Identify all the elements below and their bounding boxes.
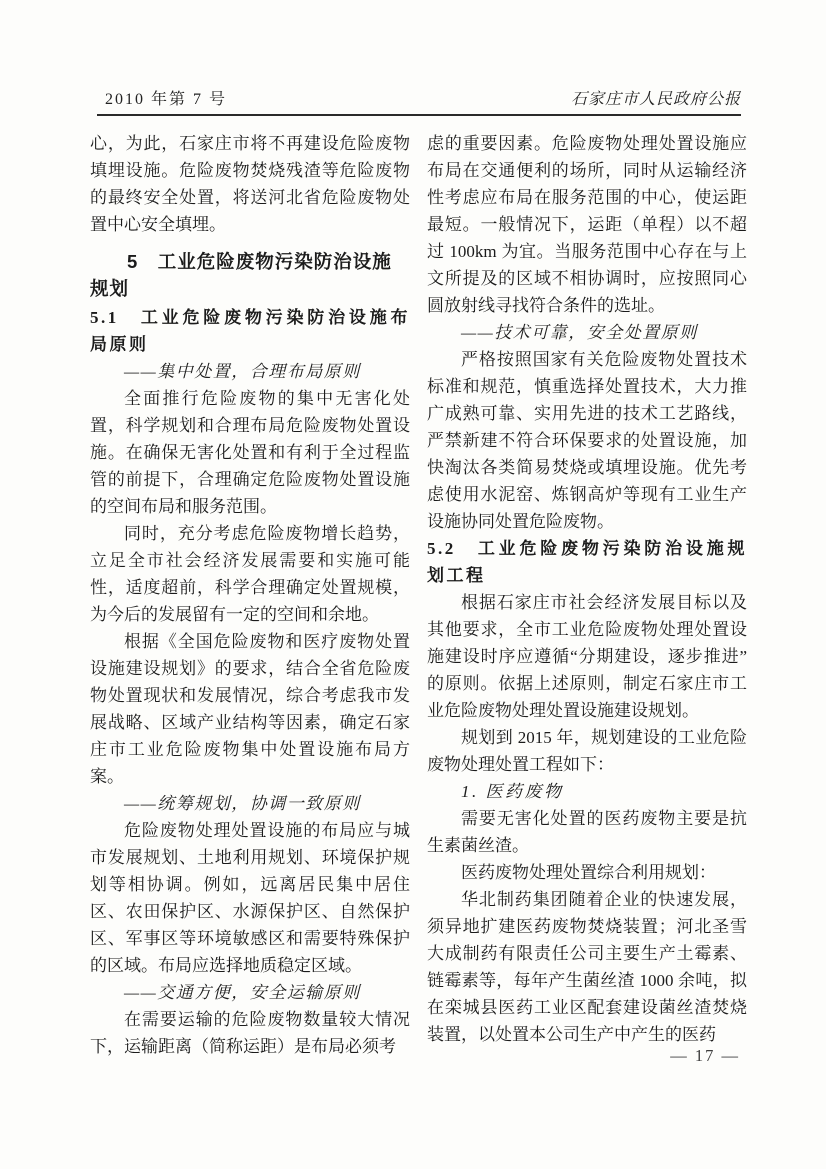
paragraph: 根据《全国危险废物和医疗废物处置设施建设规划》的要求，结合全省危险废物处置现状和发展情况，综合考虑我市发展战略、区域产业结构等因素，确定石家庄市工业危险废物集中处置设施布局方案。 — [90, 632, 410, 786]
section-5-1-heading: 5.1 工业危险废物污染防治设施布局原则 — [90, 308, 410, 354]
running-header — [97, 86, 741, 109]
section-5-heading: 5 工业危险废物污染防治设施规划 — [90, 251, 392, 299]
header-issue-number: 2010 年第 7 号 — [105, 91, 228, 108]
principle-line-centralized: ——集中处置，合理布局原则 — [124, 362, 361, 381]
section-5-2-heading: 5.2 工业危险废物污染防治设施规划工程 — [427, 539, 747, 585]
left-column — [90, 130, 410, 1060]
header-rule — [97, 114, 741, 116]
paragraph: 同时，充分考虑危险废物增长趋势，立足全市社会经济发展需要和实施可能性，适度超前，科学合理确定处置规模，为今后的发展留有一定的空间和余地。 — [90, 524, 410, 624]
page-number: — 17 — — [670, 1046, 740, 1065]
paragraph: 规划到 2015 年，规划建设的工业危险废物处理处置工程如下： — [427, 728, 747, 774]
principle-line-coordinated: ——统筹规划，协调一致原则 — [124, 794, 361, 813]
paragraph: 在需要运输的危险废物数量较大情况下，运输距离（简称运距）是布局必须考 — [90, 1010, 410, 1056]
paragraph: 全面推行危险废物的集中无害化处置，科学规划和合理布局危险废物处置设施。在确保无害化处置和有利于全过程监管的前提下，合理确定危险废物处置设施的空间布局和服务范围。 — [90, 389, 410, 516]
paragraph: 需要无害化处置的医药废物主要是抗生素菌丝渣。 — [427, 809, 747, 855]
paragraph-continued: 虑的重要因素。危险废物处理处置设施应布局在交通便利的场所，同时从运输经济性考虑应布局在服务范围的中心，使运距最短。一般情况下，运距（单程）以不超过 100km 为宜。当服务范围中心存在与上文所提及的区域不相协调时，应按照同心圆放射线寻找符合条件的选址。 — [427, 134, 747, 315]
list-item-1-medical-waste: 1. 医药废物 — [461, 782, 564, 801]
document-body — [90, 130, 747, 1060]
paragraph: 华北制药集团随着企业的快速发展，须异地扩建医药废物焚烧装置；河北圣雪大成制药有限责任公司主要生产土霉素、链霉素等，每年产生菌丝渣 1000 余吨，拟在栾城县医药工业区配套建设菌丝渣焚烧装置，以处置本公司生产中产生的医药 — [427, 890, 747, 1044]
header-gazette-title: 石家庄市人民政府公报 — [570, 91, 741, 108]
paragraph: 根据石家庄市社会经济发展目标以及其他要求，全市工业危险废物处理处置设施建设时序应遵循“分期建设，逐步推进”的原则。依据上述原则，制定石家庄市工业危险废物处理处置设施建设规划。 — [427, 593, 747, 720]
principle-line-transport: ——交通方便，安全运输原则 — [124, 983, 361, 1002]
paragraph: 危险废物处理处置设施的布局应与城市发展规划、土地利用规划、环境保护规划等相协调。例如，远离居民集中居住区、农田保护区、水源保护区、自然保护区、军事区等环境敏感区和需要特殊保护的区域。布局应选择地质稳定区域。 — [90, 821, 410, 975]
paragraph: 严格按照国家有关危险废物处置技术标准和规范，慎重选择处置技术，大力推广成熟可靠、实用先进的技术工艺路线，严禁新建不符合环保要求的处置设施，加快淘汰各类简易焚烧或填埋设施。优先考虑使用水泥窑、炼钢高炉等现有工业生产设施协同处置危险废物。 — [427, 350, 747, 531]
principle-line-technology: ——技术可靠，安全处置原则 — [461, 323, 698, 342]
paragraph: 医药废物处理处置综合利用规划： — [461, 863, 716, 882]
paragraph-continued: 心，为此，石家庄市将不再建设危险废物填埋设施。危险废物焚烧残渣等危险废物的最终安全处置，将送河北省危险废物处置中心安全填埋。 — [90, 134, 410, 234]
right-column — [427, 130, 747, 1060]
